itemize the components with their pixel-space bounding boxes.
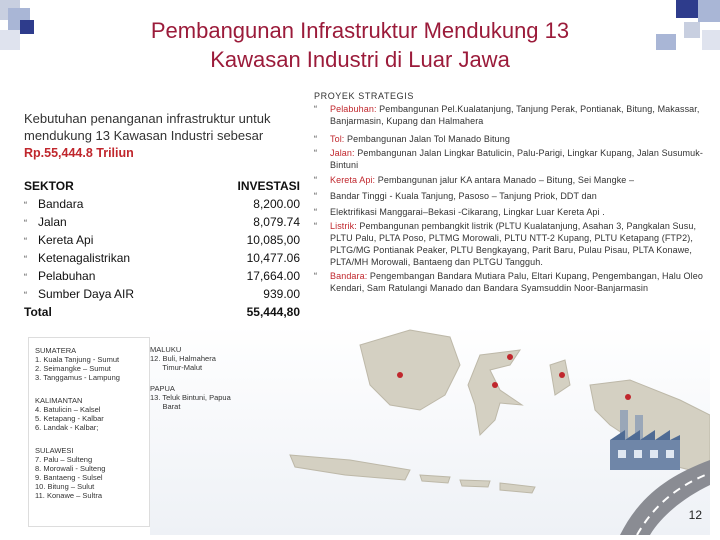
bullet-icon: “ bbox=[314, 271, 318, 281]
sector-value: 8,200.00 bbox=[253, 197, 300, 211]
sector-name: Sumber Daya AIR bbox=[38, 287, 135, 301]
legend-title: MALUKU bbox=[150, 345, 182, 354]
legend-group-sumatera bbox=[35, 346, 143, 382]
list-item bbox=[314, 220, 710, 268]
project-label: Kereta Api: bbox=[330, 175, 376, 185]
list-item bbox=[314, 133, 710, 145]
decor-square bbox=[676, 0, 698, 18]
strategic-projects bbox=[314, 90, 710, 296]
legend-title: PAPUA bbox=[150, 384, 175, 393]
bullet-icon: “ bbox=[314, 191, 318, 201]
project-label: Bandara: bbox=[330, 271, 368, 281]
page-title-line1: Pembangunan Infrastruktur Mendukung 13 bbox=[150, 18, 570, 43]
bullet-icon: “ bbox=[314, 221, 318, 231]
legend-group-papua bbox=[150, 384, 290, 411]
table-row bbox=[24, 249, 300, 267]
bullet-icon: “ bbox=[24, 254, 27, 264]
sector-name: Jalan bbox=[38, 215, 67, 229]
legend-item: 13. Teluk Bintuni, Papua bbox=[150, 393, 231, 402]
total-value: 55,444,80 bbox=[246, 305, 300, 319]
project-text: Elektrifikasi Manggarai–Bekasi -Cikarang, Lingkar Luar Kereta Api . bbox=[330, 207, 605, 217]
legend-item: Timur-Malut bbox=[150, 363, 203, 372]
total-label: Total bbox=[24, 305, 52, 319]
legend-item: Barat bbox=[150, 402, 181, 411]
page-number: 12 bbox=[688, 508, 702, 522]
sector-value: 8,079.74 bbox=[253, 215, 300, 229]
sector-value: 939.00 bbox=[263, 287, 300, 301]
sector-name: Bandara bbox=[38, 197, 84, 211]
project-text: Pembangunan Jalan Lingkar Batulicin, Palu-Parigi, Lingkar Kupang, Jalan Susumuk-Bintuni bbox=[330, 148, 703, 170]
legend-item: 6. Landak - Kalbar; bbox=[35, 423, 99, 432]
legend-item: 4. Batulicin – Kalsel bbox=[35, 405, 101, 414]
list-item bbox=[314, 270, 710, 294]
needs-amount: Rp.55,444.8 Triliun bbox=[24, 146, 134, 160]
project-text: Pembangunan Jalan Tol Manado Bitung bbox=[344, 134, 510, 144]
legend-title: KALIMANTAN bbox=[35, 396, 83, 405]
project-label: Jalan: bbox=[330, 148, 355, 158]
needs-summary bbox=[24, 110, 294, 162]
legend-item: 7. Palu – Sulteng bbox=[35, 455, 93, 464]
bullet-icon: “ bbox=[314, 134, 318, 144]
sector-value: 17,664.00 bbox=[246, 269, 300, 283]
list-item bbox=[314, 174, 710, 186]
legend-group-kalimantan bbox=[35, 396, 143, 432]
bullet-icon: “ bbox=[314, 207, 318, 217]
sector-table-header bbox=[24, 177, 300, 195]
bullet-icon: “ bbox=[24, 236, 27, 246]
sector-name: Kereta Api bbox=[38, 233, 94, 247]
sector-value: 10,477.06 bbox=[246, 251, 300, 265]
decor-square bbox=[698, 0, 720, 22]
sector-header: SEKTOR bbox=[24, 179, 74, 193]
legend-item: 9. Bantaeng - Sulsel bbox=[35, 473, 103, 482]
table-row bbox=[24, 285, 300, 303]
legend-item: 3. Tanggamus - Lampung bbox=[35, 373, 120, 382]
table-row bbox=[24, 195, 300, 213]
investment-header: INVESTASI bbox=[237, 179, 300, 193]
sector-value: 10,085,00 bbox=[246, 233, 300, 247]
list-item bbox=[314, 206, 710, 218]
list-item bbox=[314, 147, 710, 171]
list-item bbox=[314, 190, 710, 202]
project-text: Pengembangan Bandara Mutiara Palu, Eltari Kupang, Pengembangan, Halu Oleo Kendari, Sam Ratulangi Manado dan Bandara Syamsuddin Noor-Banjarmasin bbox=[330, 271, 703, 293]
legend-item: 11. Konawe – Sultra bbox=[35, 491, 102, 500]
project-text: Pembangunan jalur KA antara Manado – Bitung, Sei Mangke – bbox=[375, 175, 635, 185]
bullet-icon: “ bbox=[24, 272, 27, 282]
bullet-icon: “ bbox=[24, 200, 27, 210]
project-text: Pembangunan Pel.Kualatanjung, Tanjung Perak, Pontianak, Bitung, Makassar, Banjarmasin, Kupang dan Halmahera bbox=[330, 104, 700, 126]
project-text: Bandar Tinggi - Kuala Tanjung, Pasoso – Tanjung Priok, DDT dan bbox=[330, 191, 597, 201]
map-legend-west bbox=[28, 337, 150, 527]
map-legend-east bbox=[150, 345, 290, 420]
legend-group-sulawesi bbox=[35, 446, 143, 500]
sector-name: Pelabuhan bbox=[38, 269, 96, 283]
sector-name: Ketenagalistrikan bbox=[38, 251, 131, 265]
table-total-row bbox=[24, 303, 300, 321]
decor-square bbox=[656, 34, 676, 50]
list-item bbox=[314, 103, 710, 127]
projects-heading: PROYEK STRATEGIS bbox=[314, 91, 414, 101]
table-row bbox=[24, 267, 300, 285]
legend-item: 1. Kuala Tanjung - Sumut bbox=[35, 355, 120, 364]
sector-table bbox=[24, 177, 300, 321]
needs-text: Kebutuhan penanganan infrastruktur untuk mendukung 13 Kawasan Industri sebesar bbox=[24, 111, 271, 143]
bullet-icon: “ bbox=[24, 218, 27, 228]
legend-title: SUMATERA bbox=[35, 346, 77, 355]
project-text: Pembangunan pembangkit listrik (PLTU Kualatanjung, Asahan 3, Pangkalan Susu, PLTU Palu, PLTA Poso, PLTMG Morowali, PLTU NTT-2 Kupang, PLTU Ketapang (FTP2), PLTG/MG Pontianak Peaker, PLTU Bengkayang, Parit Baru, Pulau Pisau, PLTA Konawe, PLTA/MH Morowali, Bantaeng dan PLTGU Tangguh. bbox=[330, 221, 697, 267]
legend-item: 10. Bitung – Sulut bbox=[35, 482, 95, 491]
legend-title: SULAWESI bbox=[35, 446, 74, 455]
project-label: Pelabuhan: bbox=[330, 104, 377, 114]
page-title bbox=[80, 16, 640, 74]
legend-item: 5. Ketapang - Kalbar bbox=[35, 414, 104, 423]
decor-square bbox=[20, 20, 34, 34]
bullet-icon: “ bbox=[24, 290, 27, 300]
decor-square bbox=[0, 30, 20, 50]
legend-group-maluku bbox=[150, 345, 290, 372]
bullet-icon: “ bbox=[314, 104, 318, 114]
project-label: Listrik: bbox=[330, 221, 357, 231]
table-row bbox=[24, 213, 300, 231]
project-label: Tol: bbox=[330, 134, 345, 144]
legend-item: 2. Seimangke – Sumut bbox=[35, 364, 111, 373]
bullet-icon: “ bbox=[314, 148, 318, 158]
decor-square bbox=[684, 22, 700, 38]
legend-item: 12. Buli, Halmahera bbox=[150, 354, 216, 363]
table-row bbox=[24, 231, 300, 249]
page-title-line2: Kawasan Industri di Luar Jawa bbox=[210, 47, 510, 72]
bullet-icon: “ bbox=[314, 175, 318, 185]
decor-square bbox=[702, 30, 720, 50]
legend-item: 8. Morowali - Sulteng bbox=[35, 464, 106, 473]
